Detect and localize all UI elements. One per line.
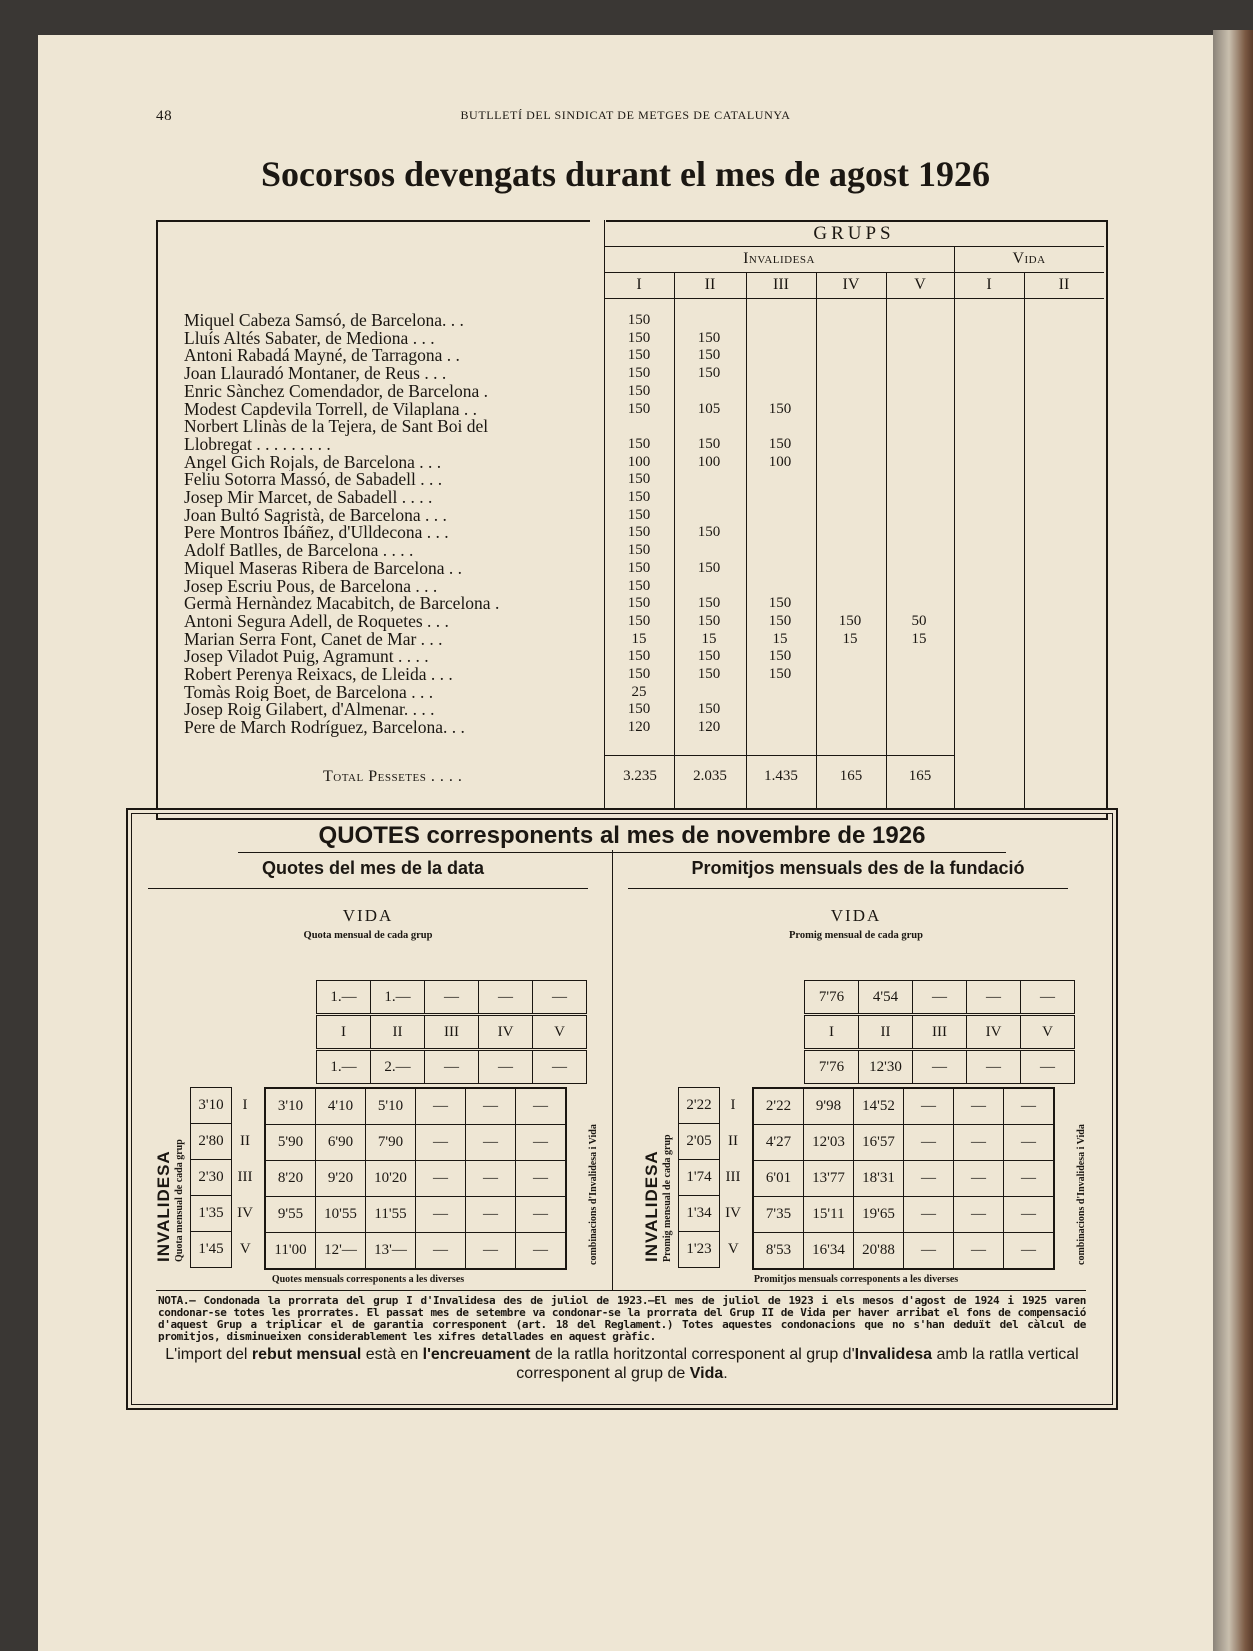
grid-cell: — [913, 981, 967, 1014]
member-name: Antoni Segura Adell, de Roquetes . . . [184, 612, 449, 631]
grid-cell: 1.— [371, 981, 425, 1014]
member-name: Tomàs Roig Boet, de Barcelona . . . [184, 683, 434, 702]
value-cell: 150 [627, 365, 651, 382]
left-side-note: combinacions d'Invalidesa i Vida [588, 1124, 599, 1265]
matrix-cell: — [416, 1088, 466, 1125]
member-name: Josep Mir Marcet, de Sabadell . . . . [184, 489, 433, 507]
value-cell: 150 [768, 648, 792, 665]
col-inv-3: III [773, 276, 789, 293]
total-4: 165 [839, 768, 863, 784]
matrix-cell: 13'77 [804, 1161, 854, 1197]
member-name: Adolf Batlles, de Barcelona . . . . [184, 542, 414, 560]
value-cell: 150 [627, 506, 651, 523]
right-vida_row [804, 1050, 1075, 1084]
inv-group: IV [725, 1205, 741, 1221]
grid-cell: — [425, 981, 479, 1014]
matrix-cell: 5'10 [366, 1088, 416, 1125]
inv-group: V [239, 1241, 251, 1257]
value-cell: 150 [627, 701, 651, 718]
member-name: Josep Escriu Pous, de Barcelona . . . [184, 577, 438, 596]
inv-value: 2'80 [191, 1124, 232, 1160]
value-cell: 15 [772, 630, 788, 647]
matrix-cell: 14'52 [854, 1088, 904, 1125]
col-inv-1: I [636, 276, 642, 293]
matrix-cell: 18'31 [854, 1161, 904, 1197]
member-name: Pere Montros Ibáñez, d'Ulldecona . . . [184, 524, 449, 543]
matrix-cell: 2'22 [753, 1088, 804, 1125]
value-cell: 15 [701, 630, 717, 647]
total-2: 2.035 [693, 768, 727, 784]
matrix-cell: — [1004, 1125, 1055, 1161]
matrix-cell: — [904, 1088, 954, 1125]
col-vida-1: I [986, 276, 992, 293]
socorsos-table [156, 220, 1108, 820]
value-cell: 150 [697, 365, 721, 382]
grid-cell: II [371, 1016, 425, 1049]
member-name: Germà Hernàndez Macabitch, de Barcelona . [184, 595, 500, 613]
member-name: Feliu Sotorra Massó, de Sabadell . . . [184, 471, 443, 490]
matrix-cell: 9'55 [265, 1197, 316, 1233]
quotes-title: QUOTES corresponents al mes de novembre de 1926 [318, 822, 926, 849]
member-name: Joan Llauradó Montaner, de Reus . . . [184, 365, 447, 383]
left-inv-values [190, 1087, 259, 1268]
right-subtitle: Promitjos mensuals des de la fundació [691, 858, 1025, 878]
member-name: Angel Gich Rojals, de Barcelona . . . [184, 453, 442, 472]
grid-cell: — [913, 1051, 967, 1084]
inv-value: 2'30 [191, 1160, 232, 1196]
right-vida-heading: VIDA [830, 906, 882, 925]
left-groups [316, 1015, 587, 1049]
grid-cell: 7'76 [805, 1051, 859, 1084]
value-cell: 150 [627, 542, 651, 559]
value-cell: 100 [697, 453, 721, 470]
total-3: 1.435 [764, 768, 798, 784]
value-cell: 150 [627, 595, 651, 612]
value-cell: 150 [768, 612, 792, 629]
grid-cell: I [317, 1016, 371, 1049]
value-cell: 150 [697, 524, 721, 541]
member-name: Enric Sànchez Comendador, de Barcelona . [184, 382, 488, 401]
value-cell: 50 [911, 612, 927, 629]
inv-value: 1'23 [679, 1232, 720, 1268]
value-cell: 150 [697, 701, 721, 718]
value-cell: 150 [697, 329, 721, 346]
total-5: 165 [908, 768, 932, 784]
left-vida-heading: VIDA [342, 906, 394, 925]
running-title: BUTLLETÍ DEL SINDICAT DE METGES DE CATALUNYA [460, 108, 791, 122]
grid-cell: — [967, 1051, 1021, 1084]
right-inv-label: INVALIDESA [642, 1150, 661, 1262]
value-cell: 150 [627, 559, 651, 576]
grid-cell: 1.— [317, 981, 371, 1014]
inv-value: 2'05 [679, 1124, 720, 1160]
grid-cell: — [1021, 1051, 1075, 1084]
total-label: Total Pessetes . . . . [323, 768, 463, 785]
left-matrix [264, 1087, 567, 1270]
grid-cell: V [1021, 1016, 1075, 1049]
left-inv-sub: Quota mensual de cada grup [174, 1139, 185, 1262]
inv-value: 1'74 [679, 1160, 720, 1196]
matrix-cell: — [516, 1161, 567, 1197]
member-name: Norbert Llinàs de la Tejera, de Sant Boi del [184, 418, 489, 436]
value-cell: 150 [697, 666, 721, 682]
matrix-cell: 8'53 [753, 1233, 804, 1270]
matrix-cell: — [904, 1125, 954, 1161]
member-name: Robert Perenya Reixacs, de Lleida . . . [184, 666, 453, 684]
matrix-cell: 9'20 [316, 1161, 366, 1197]
matrix-cell: — [466, 1125, 516, 1161]
page-title: Socorsos devengats durant el mes de agost 1926 [261, 154, 990, 194]
member-names [184, 312, 604, 737]
matrix-cell: 12'03 [804, 1125, 854, 1161]
grid-cell: 4'54 [859, 981, 913, 1014]
inv-value: 2'22 [679, 1088, 720, 1124]
value-cell: 150 [768, 595, 792, 612]
left-subtitle: Quotes del mes de la data [261, 858, 485, 878]
inv-value: 1'34 [679, 1196, 720, 1232]
value-cell: 150 [838, 612, 862, 629]
member-name: Miquel Cabeza Samsó, de Barcelona. . . [184, 312, 464, 330]
value-cell: 15 [911, 630, 927, 647]
value-cell: 150 [627, 400, 651, 417]
inv-group: II [728, 1133, 738, 1149]
right-bottom-note: Promitjos mensuals corresponents a les diverses [753, 1274, 959, 1285]
matrix-cell: — [954, 1233, 1004, 1270]
grid-cell: V [533, 1016, 587, 1049]
value-cell: 15 [631, 630, 647, 647]
value-cell: 150 [697, 435, 721, 452]
value-cell: 150 [627, 489, 651, 505]
member-name: Modest Capdevila Torrell, de Vilaplana . . [184, 400, 478, 419]
running-header [38, 108, 1213, 128]
member-name: Pere de March Rodríguez, Barcelona. . . [184, 719, 465, 737]
matrix-cell: — [904, 1197, 954, 1233]
matrix-cell: — [416, 1233, 466, 1270]
matrix-cell: — [516, 1125, 567, 1161]
right-matrix [752, 1087, 1055, 1270]
grid-cell: IV [967, 1016, 1021, 1049]
left-vida_row [316, 1050, 587, 1084]
member-name: Josep Roig Gilabert, d'Almenar. . . . [184, 701, 435, 720]
member-name: Josep Viladot Puig, Agramunt . . . . [184, 648, 429, 667]
left-inv-label: INVALIDESA [154, 1150, 173, 1262]
matrix-cell: 20'88 [854, 1233, 904, 1270]
page-number: 48 [156, 108, 173, 124]
matrix-cell: — [466, 1233, 516, 1270]
matrix-cell: — [954, 1125, 1004, 1161]
inv-group: III [237, 1169, 253, 1185]
matrix-cell: — [416, 1161, 466, 1197]
value-cell: 150 [627, 312, 651, 328]
inv-group: II [240, 1133, 250, 1149]
matrix-cell: — [954, 1088, 1004, 1125]
member-name: Lluís Altés Sabater, de Mediona . . . [184, 329, 435, 348]
matrix-cell: — [516, 1088, 567, 1125]
matrix-cell: — [466, 1161, 516, 1197]
grid-cell: — [479, 1051, 533, 1084]
page [38, 35, 1213, 1651]
inv-value: 1'35 [191, 1196, 232, 1232]
value-cell: 25 [631, 683, 647, 700]
grid-cell: II [859, 1016, 913, 1049]
value-cell: 150 [627, 382, 651, 399]
member-name: Joan Bultó Sagristà, de Barcelona . . . [184, 506, 447, 525]
right-groups [804, 1015, 1075, 1049]
matrix-cell: 16'57 [854, 1125, 904, 1161]
matrix-cell: 11'55 [366, 1197, 416, 1233]
value-cell: 120 [697, 719, 721, 736]
value-cell: 150 [768, 666, 792, 682]
matrix-cell: — [1004, 1233, 1055, 1270]
right-top_row [804, 980, 1075, 1014]
grid-cell: — [1021, 981, 1075, 1014]
matrix-cell: — [1004, 1197, 1055, 1233]
left-top_row [316, 980, 587, 1014]
member-name: Miquel Maseras Ribera de Barcelona . . [184, 559, 462, 578]
value-cell: 150 [697, 347, 721, 364]
member-name: Llobregat . . . . . . . . . [184, 435, 331, 454]
col-inv-5: V [914, 276, 926, 293]
value-cell: 150 [697, 648, 721, 665]
matrix-cell: — [416, 1197, 466, 1233]
value-cell: 15 [842, 630, 858, 647]
member-name: Antoni Rabadá Mayné, de Tarragona . . [184, 347, 460, 366]
inv-value: 1'45 [191, 1232, 232, 1268]
value-cell: 105 [697, 400, 721, 417]
matrix-cell: — [516, 1233, 567, 1270]
value-cell: 150 [697, 559, 721, 576]
grid-cell: III [913, 1016, 967, 1049]
grid-cell: III [425, 1016, 479, 1049]
grid-cell: — [479, 981, 533, 1014]
matrix-cell: 13'— [366, 1233, 416, 1270]
inv-group: III [725, 1169, 741, 1185]
matrix-cell: 11'00 [265, 1233, 316, 1270]
grid-cell: — [967, 981, 1021, 1014]
book-spine [1213, 30, 1253, 1651]
matrix-cell: — [954, 1161, 1004, 1197]
value-cell: 150 [627, 329, 651, 346]
matrix-cell: 4'27 [753, 1125, 804, 1161]
grid-cell: — [533, 981, 587, 1014]
inv-group: V [727, 1241, 739, 1257]
matrix-cell: 6'90 [316, 1125, 366, 1161]
value-cell: 100 [627, 453, 651, 470]
value-cell: 100 [768, 453, 792, 470]
grid-cell: 2.— [371, 1051, 425, 1084]
groups-heading: GRUPS [813, 223, 895, 244]
matrix-cell: 7'35 [753, 1197, 804, 1233]
right-inv-sub: Promig mensual de cada grup [662, 1134, 673, 1262]
matrix-cell: 10'55 [316, 1197, 366, 1233]
matrix-cell: — [516, 1197, 567, 1233]
value-cell: 150 [627, 666, 651, 682]
invalidesa-heading: Invalidesa [743, 250, 815, 267]
right-vida-sub: Promig mensual de cada grup [789, 930, 923, 941]
col-vida-2: II [1058, 276, 1070, 293]
matrix-cell: 5'90 [265, 1125, 316, 1161]
value-cell: 150 [627, 347, 651, 364]
matrix-cell: 19'65 [854, 1197, 904, 1233]
matrix-cell: 3'10 [265, 1088, 316, 1125]
left-bottom-note: Quotes mensuals corresponents a les diverses [271, 1274, 465, 1285]
matrix-cell: 16'34 [804, 1233, 854, 1270]
value-cell: 150 [627, 435, 651, 452]
matrix-cell: 6'01 [753, 1161, 804, 1197]
matrix-cell: — [416, 1125, 466, 1161]
quotes-box [126, 808, 1118, 1410]
member-name: Marian Serra Font, Canet de Mar . . . [184, 630, 443, 649]
right-inv-values [678, 1087, 747, 1268]
inv-group: IV [237, 1205, 253, 1221]
value-cell: 150 [768, 400, 792, 417]
value-cell: 150 [627, 471, 651, 488]
nota: NOTA.— Condonada la prorrata del grup I d'Invalidesa des de juliol de 1923.—El mes de juliol de 1923 i els mesos d'agost de 1924 i 1925 varen condonar-se totes les prorrates. El passat mes de setembre va condonar-se la prorrata del Grup II de Vida per haver arribat el fons de compensació d'aquest Grup a triplicar el de garantia corresponent (art. 18 del Reglament.) Totes aquestes condonacions que no s'han deduït del càlcul de promitjos, disminueixen considerablement les xifres detallades en aquest gràfic. [158, 1294, 1086, 1343]
total-1: 3.235 [623, 768, 657, 784]
matrix-cell: — [904, 1233, 954, 1270]
left-vida-sub: Quota mensual de cada grup [303, 930, 433, 941]
value-cell: 150 [697, 612, 721, 629]
grid-cell: — [425, 1051, 479, 1084]
matrix-cell: 15'11 [804, 1197, 854, 1233]
matrix-cell: 7'90 [366, 1125, 416, 1161]
value-cell: 150 [627, 648, 651, 665]
matrix-cell: 9'98 [804, 1088, 854, 1125]
matrix-cell: 4'10 [316, 1088, 366, 1125]
matrix-cell: — [1004, 1161, 1055, 1197]
inv-group: I [242, 1097, 248, 1113]
grid-cell: 7'76 [805, 981, 859, 1014]
right-side-note: combinacions d'Invalidesa i Vida [1076, 1124, 1087, 1265]
matrix-cell: — [1004, 1088, 1055, 1125]
matrix-cell: — [466, 1197, 516, 1233]
value-cell: 150 [768, 435, 792, 452]
grid-cell: 1.— [317, 1051, 371, 1084]
matrix-cell: — [954, 1197, 1004, 1233]
matrix-cell: 12'— [316, 1233, 366, 1270]
vida-heading: Vida [1012, 250, 1046, 267]
value-cell: 120 [627, 719, 651, 736]
matrix-cell: — [904, 1161, 954, 1197]
matrix-cell: 8'20 [265, 1161, 316, 1197]
grid-cell: IV [479, 1016, 533, 1049]
value-cell: 150 [627, 577, 651, 594]
matrix-cell: 10'20 [366, 1161, 416, 1197]
grid-cell: I [805, 1016, 859, 1049]
col-inv-2: II [704, 276, 716, 293]
value-cell: 150 [627, 612, 651, 629]
inv-value: 3'10 [191, 1088, 232, 1124]
import-note: L'import del rebut mensual està en l'encreuament de la ratlla horitzontal corresponent al grup d'Invalidesa amb la ratlla vertical corresponent al grup de Vida. [165, 1346, 1079, 1382]
value-cell: 150 [697, 595, 721, 612]
grid-cell: — [533, 1051, 587, 1084]
col-inv-4: IV [842, 276, 860, 293]
value-cell: 150 [627, 524, 651, 541]
inv-group: I [730, 1097, 736, 1113]
matrix-cell: — [466, 1088, 516, 1125]
grid-cell: 12'30 [859, 1051, 913, 1084]
